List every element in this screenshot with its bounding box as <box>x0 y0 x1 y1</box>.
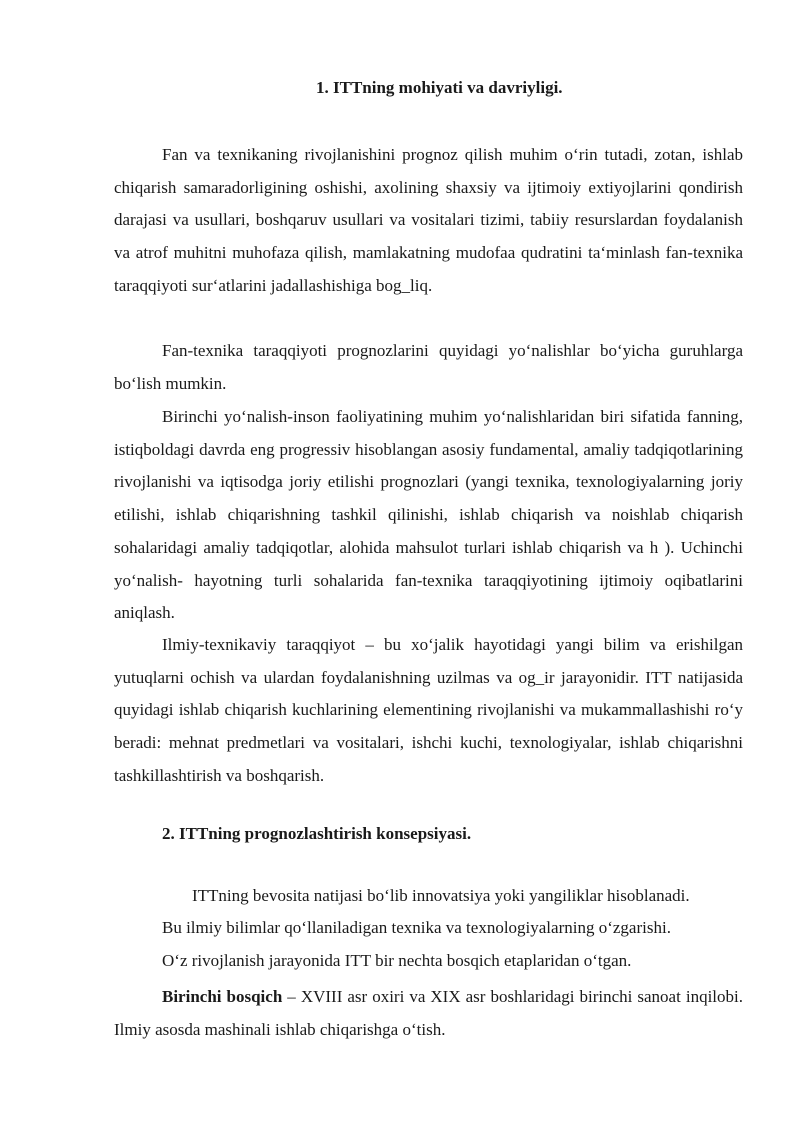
paragraph: Ilmiy-texnikaviy taraqqiyot – bu xo‘jalik hayotidagi yangi bilim va erishilgan yutuqlarni ochish va ulardan foydalanishning uzilmas va og_ir jarayonidir. ITT natijasida quyidagi ishlab chiqarish kuchlarining elementining rivojlanishi va mukammallashishi ro‘y beradi: mehnat predmetlari va vositalari, ishchi kuchi, texnologiyalar, ishlab chiqarishni tashkillashtirish va boshqarish. <box>114 635 743 785</box>
paragraph: Birinchi yo‘nalish-inson faoliyatining muhim yo‘nalishlaridan biri sifatida fanning, istiqboldagi davrda eng progressiv hisoblangan asosiy fundamental, amaliy tadqiqotlarining rivojlanishi va iqtisodga joriy etilishi prognozlari (yangi texnika, texnologiyalarning joriy etilishi, ishlab chiqarishning tashkil qilinishi, ishlab chiqarish va noishlab chiqarish sohalaridagi amaliy tadqiqotlar, alohida mahsulot turlari ishlab chiqarish va h ). Uchinchi yo‘nalish- hayotning turli sohalarida fan-texnika taraqqiyotining ijtimoiy oqibatlarini aniqlash. <box>114 407 743 623</box>
section-1-title: 1. ITTning mohiyati va davriyligi. <box>316 78 563 97</box>
stage-lead: Birinchi bosqich <box>162 987 283 1006</box>
paragraph-line: ITTning bevosita natijasi bo‘lib innovatsiya yoki yangiliklar hisoblanadi. <box>192 886 690 905</box>
paragraph: Fan-texnika taraqqiyoti prognozlarini quyidagi yo‘nalishlar bo‘yicha guruhlarga bo‘lish mumkin. <box>114 341 743 393</box>
paragraph: Fan va texnikaning rivojlanishini prognoz qilish muhim o‘rin tutadi, zotan, ishlab chiqarish samaradorligining oshishi, axolining shaxsiy va ijtimoiy extiyojlarini qondirish darajasi va usullari, boshqaruv usullari va vositalari tizimi, tabiiy resurslardan foydalanish va atrof muhitni muhofaza qilish, mamlakatning mudofaa qudratini ta‘minlash fan-texnika taraqqiyoti sur‘atlarini jadallashishiga bog_liq. <box>114 145 743 295</box>
stage-paragraph <box>114 981 743 1046</box>
paragraph-line: Bu ilmiy bilimlar qo‘llaniladigan texnika va texnologiyalarning o‘zgarishi. <box>162 918 671 937</box>
paragraph-line: O‘z rivojlanish jarayonida ITT bir nechta bosqich etaplaridan o‘tgan. <box>162 951 632 970</box>
stage-text: – XVIII asr oxiri va XIX asr boshlaridagi birinchi sanoat inqilobi. Ilmiy asosda mashinali ishlab chiqarishga o‘tish. <box>114 987 743 1039</box>
section-2-title: 2. ITTning prognozlashtirish konsepsiyasi. <box>162 824 472 843</box>
